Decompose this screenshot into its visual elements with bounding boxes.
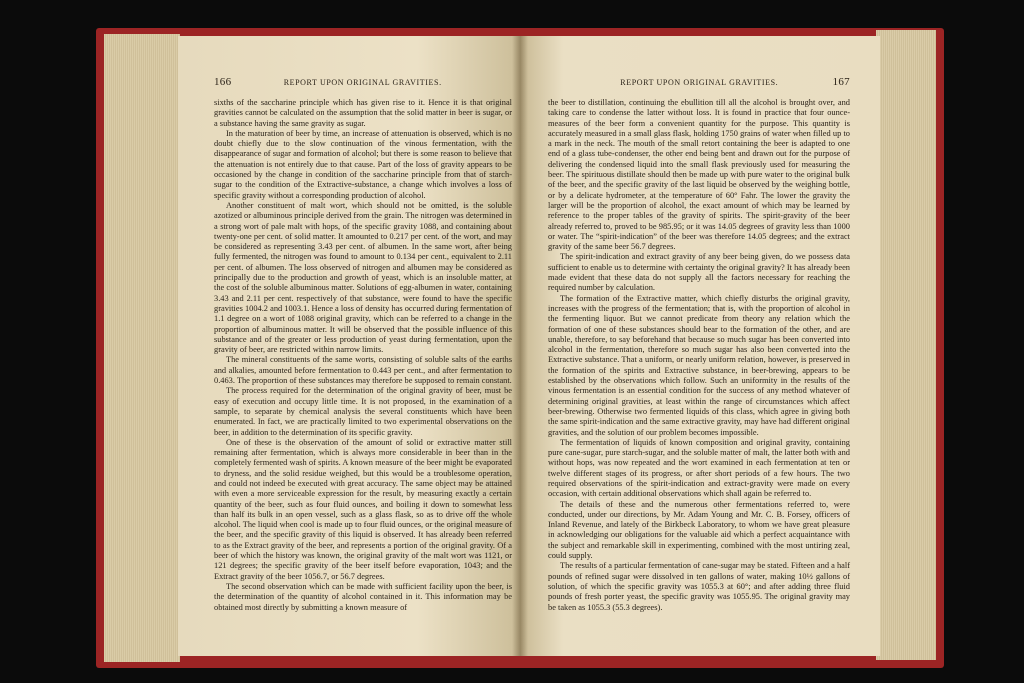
paragraph: The second observation which can be made with sufficient facility upon the beer, is the determination of the quantity of alcohol contained in it. This information may be obtained most directly by submitting a known measure of: [214, 581, 512, 612]
paragraph: The mineral constituents of the same worts, consisting of soluble salts of the earths and alkalies, amounted before fermentation to 0.443 per cent., and after fermentation to 0.463. The proportion of these substances may therefore be supposed to remain constant.: [214, 355, 512, 386]
paragraph: Another constituent of malt wort, which should not be omitted, is the soluble azotized or albuminous principle derived from the grain. The nitrogen was determined in a strong wort of pale malt with hops, of the specific gravity 1088, and containing about twenty-one per cent. of solid matter. It amounted to 0.217 per cent. of the wort, and may be considered as representing 3.43 per cent. of albumen. In the same wort, after being fully fermented, the nitrogen was found to amount to 0.134 per cent., equivalent to 2.11 per cent. of albumen. The loss observed of nitrogen and albumen may be considered as principally due to the production and growth of yeast, which is an insoluble matter, at the cost of the soluble albuminous matter. Solutions of egg-albumen in water, containing 3.43 and 2.11 per cent. respectively of that substance, were found to have the specific gravities 1004.2 and 1003.1. Hence a loss of density has occurred during fermentation of 1.1 degree on a wort of 1088 original gravity, which can be referred to a change in the proportion of albuminous matter. It will be observed that the possible influence of this substance and of the greater or less production of yeast during fermentation, upon the gravity of beer, are restricted within narrow limits.: [214, 200, 512, 355]
right-page-number: 167: [832, 76, 850, 88]
paragraph: The spirit-indication and extract gravity of any beer being given, do we possess data sufficient to enable us to determine with certainty the original gravity? It has already been made evident that these data do not supply all the factors necessary for reaching the required number by calculation.: [548, 252, 850, 293]
paragraph: The results of a particular fermentation of cane-sugar may be stated. Fifteen and a half pounds of refined sugar were dissolved in ten gallons of water, making 10½ gallons of solution, of which the specific gravity was 1055.3 at 60°; and after adding three fluid pounds of fresh porter yeast, the specific gravity was 1055.95. The original gravity may be taken as 1055.3 (55.3 degrees).: [548, 561, 850, 612]
paragraph: sixths of the saccharine principle which has given rise to it. Hence it is that original gravities cannot be calculated on the assumption that the solid matter in beer is sugar, or a substance having the same gravity as sugar.: [214, 98, 512, 128]
paragraph: The details of these and the numerous other fermentations referred to, were conducted, under our directions, by Mr. Adam Young and Mr. C. B. Forsey, officers of Inland Revenue, and lately of the Birkbeck Laboratory, to whom we have great pleasure in acknowledging our obligations for the valuable aid which a perfect acquaintance with the subject and remarkable skill in experimenting, combined with the most untiring zeal, could supply.: [548, 499, 850, 561]
left-running-title: REPORT UPON ORIGINAL GRAVITIES.: [283, 78, 442, 87]
page-edges-left: [104, 34, 180, 662]
paragraph: One of these is the observation of the amount of solid or extractive matter still remaining after fermentation, which is always more considerable in beer than in the completely fermented wash of spirits. A known measure of the beer might be evaporated to dryness, and the solid residue weighed, but this would be a troublesome operation, and could not indeed be executed with great accuracy. The same object may be attained with even a more serviceable expression for the result, by measuring exactly a certain quantity of the beer, such as four fluid ounces, and boiling it down to somewhat less than half its bulk in an open vessel, such as a glass flask, so as to drive off the whole alcohol. The liquid when cool is made up to four fluid ounces, or the original measure of the beer, and the specific gravity of this liquid is observed. It has already been referred to as the Extract gravity of the beer, and represents a portion of the original gravity. Of a beer of which the history was known, the original gravity of the malt wort was 1121, or 121 degrees; the specific gravity of the beer itself before evaporation, 1043; and the Extract gravity of the beer 1056.7, or 56.7 degrees.: [214, 437, 512, 581]
right-running-head: [548, 76, 850, 88]
book-gutter: [512, 36, 528, 656]
left-running-head: [214, 76, 512, 88]
right-page-body: [548, 98, 850, 613]
paragraph: The fermentation of liquids of known composition and original gravity, containing pure cane-sugar, pure starch-sugar, and the soluble matter of malt, the latter both with and without hops, was now repeated and the wort examined in each fermentation at ten or twelve different stages of its progress, or after short periods of a few hours. The two required observations of the spirit-indication and extract-gravity were made on every occasion, with certain additional observations which shall again be referred to.: [548, 437, 850, 499]
left-page: [178, 36, 520, 656]
paragraph: the beer to distillation, continuing the ebullition till all the alcohol is brought over, and taking care to condense the latter without loss. It is found in practice that four ounce-measures of the beer form a convenient quantity for the purpose. This quantity is accurately measured in a small glass flask, holding 1750 grains of water when filled up to a mark in the neck. The mouth of the small retort containing the beer is adapted to one end of a glass tube-condenser, the other end being bent and drawn out for the purpose of delivering the condensed liquid into the small flask previously used for measuring the beer. The spirituous distillate should then be made up with pure water to the original bulk of the beer, and the specific gravity of the last liquid be observed by the weighing bottle, or by a delicate hydrometer, at the temperature of 60° Fahr. The lower the gravity the larger will be the proportion of alcohol, the exact amount of which may be learned by reference to the proper tables of the gravity of spirits. The spirit-gravity of the beer already referred to, proved to be 985.95; or it was 14.05 degrees of gravity less than 1000 or water. The “spirit-indication” of the beer was therefore 14.05 degrees; and the extract gravity of the same beer 56.7 degrees.: [548, 98, 850, 252]
page-edges-right: [876, 30, 936, 660]
paragraph: The process required for the determination of the original gravity of beer, must be easy of execution and occupy little time. It is not proposed, in the examination of a sample, to separate by chemical analysis the several constituents which have been enumerated. In fact, we are practically limited to two experimental observations on the beer, in addition to the determination of its specific gravity.: [214, 386, 512, 437]
left-page-body: [214, 98, 512, 613]
left-page-number: 166: [214, 76, 232, 88]
paragraph: In the maturation of beer by time, an increase of attenuation is observed, which is no doubt chiefly due to the slow continuation of the vinous fermentation, with the disappearance of sugar and formation of alcohol; but there is some reason to believe that the attenuation is not entirely due to that cause. Part of the loss of gravity appears to be occasioned by the change in condition of the saccharine principle from that of starch-sugar to the condition of the Extractive-substance, a change which involves a loss of specific gravity without a corresponding production of alcohol.: [214, 128, 512, 200]
right-page: [520, 36, 880, 656]
paragraph: The formation of the Extractive matter, which chiefly disturbs the original gravity, increases with the progress of the fermentation; that is, with the proportion of alcohol in the fermenting liquor. But we cannot predicate from theory any relation which the formation of one of these substances should bear to the formation of the other, and are unable, therefore, to say beforehand that because so much sugar has been converted into alcohol in the fermentation, therefore so much sugar has also been converted into the Extractive substance. That a uniform, or nearly uniform relation, however, is preserved in the formation of the spirits and Extractive substance, in beer-brewing, appears to be established by the observations which follow. Such an uniformity in the results of the vinous fermentation is an essential condition for the success of any method whatever of determining original gravities, at least within the range of circumstances which affect beer-brewing. Otherwise two fermented liquids of this class, which agree in giving both the same spirit-indication and the same extractive gravity, may have had different original gravities, and the solution of our problem becomes impossible.: [548, 293, 850, 437]
right-running-title: REPORT UPON ORIGINAL GRAVITIES.: [620, 78, 779, 87]
